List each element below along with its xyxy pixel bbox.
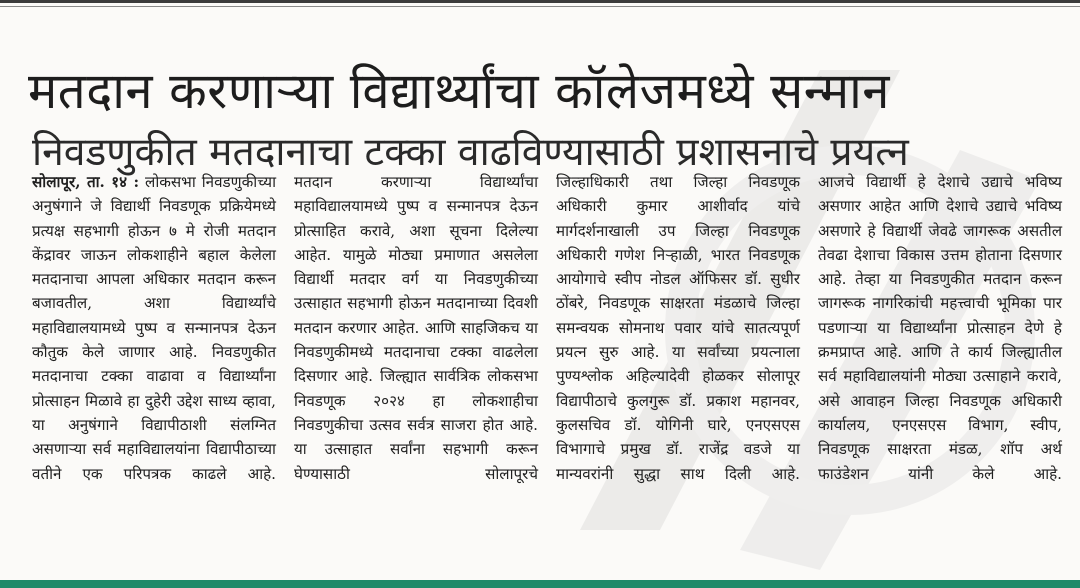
headline: मतदान करणाऱ्या विद्यार्थ्यांचा कॉलेजमध्ये सन्मान (28, 61, 890, 120)
article-column-2 (294, 170, 538, 570)
article-column-1 (32, 170, 276, 570)
column-4-text: आजचे विद्यार्थी हे देशाचे उद्याचे भविष्य असणार आहेत आणि देशाचे उद्याचे भविष्य असणारे हे विद्यार्थी जेवढे जागरूक असतील तेवढा देशाचा विकास उत्तम होताना दिसणार आहे. तेव्हा या निवडणुकीत मतदान करून जागरूक नागरिकांची महत्त्वाची भूमिका पार पडणाऱ्या या विद्यार्थ्यांना प्रोत्साहन देणे हे क्रमप्राप्त आहे. आणि ते कार्य जिल्ह्यातील सर्व महाविद्यालयांनी मोठ्या उत्साहाने करावे, असे आवाहन जिल्हा निवडणूक अधिकारी कार्यालय, एनएसएस विभाग, स्वीप, निवडणूक साक्षरता मंडळ, शॉप अर्थ फाउंडेशन यांनी केले आहे. (818, 173, 1062, 483)
column-1-text: लोकसभा निवडणुकीच्या अनुषंगाने जे विद्यार्थी निवडणूक प्रक्रियेमध्ये प्रत्यक्ष सहभागी होऊन ७ मे रोजी मतदान केंद्रावर जाऊन लोकशाहीने बहाल केलेला मतदानाचा आपला अधिकार मतदान करून बजावतील, अशा विद्यार्थ्यांचे महाविद्यालयामध्ये पुष्प व सन्मानपत्र देऊन कौतुक केले जाणार आहे. निवडणुकीत मतदानाचा टक्का वाढावा व विद्यार्थ्यांना प्रोत्साहन मिळावे हा दुहेरी उद्देश साध्य व्हावा, या अनुषंगाने विद्यापीठाशी संलग्नित असणाऱ्या सर्व महाविद्यालयांना विद्यापीठाच्या वतीने एक परिपत्रक काढले आहे. (32, 173, 277, 483)
column-text (32, 170, 276, 486)
column-2-text: मतदान करणाऱ्या विद्यार्थ्यांचा महाविद्यालयामध्ये पुष्प व सन्मानपत्र देऊन प्रोत्साहित करावे, अशा सूचना दिलेल्या आहेत. यामुळे मोठ्या प्रमाणात असलेला विद्यार्थी मतदार वर्ग या निवडणुकीच्या उत्साहात सहभागी होऊन मतदानाच्या दिवशी मतदान करणार आहेत. आणि साहजिकच या निवडणुकीमध्ये मतदानाचा टक्का वाढलेला दिसणार आहे. जिल्ह्यात सार्वत्रिक लोकसभा निवडणूक २०२४ हा लोकशाहीचा निवडणुकीचा उत्सव सर्वत्र साजरा होत आहे. या उत्साहात सर्वांना सहभागी करून घेण्यासाठी सोलापूरचे (294, 173, 538, 483)
article-body (32, 170, 1062, 570)
top-rule-thin (0, 6, 1080, 7)
top-rule (0, 0, 1080, 3)
bottom-color-bar (0, 580, 1080, 588)
dateline: सोलापूर, ता. १४ : (32, 173, 140, 191)
article-column-4 (818, 170, 1062, 570)
subheadline: निवडणुकीत मतदानाचा टक्का वाढविण्यासाठी प्रशासनाचे प्रयत्न (32, 130, 909, 176)
column-3-text: जिल्हाधिकारी तथा जिल्हा निवडणूक अधिकारी कुमार आशीर्वाद यांचे मार्गदर्शनाखाली उप जिल्हा निवडणूक अधिकारी गणेश निऱ्हाळी, भारत निवडणूक आयोगाचे स्वीप नोडल ऑफिसर डॉ. सुधीर ठोंबरे, निवडणूक साक्षरता मंडळाचे जिल्हा समन्वयक सोमनाथ पवार यांचे सातत्यपूर्ण प्रयत्न सुरु आहे. या सर्वांच्या प्रयत्नाला पुण्यश्लोक अहिल्यादेवी होळकर सोलापूर विद्यापीठाचे कुलगुरू डॉ. प्रकाश महानवर, कुलसचिव डॉ. योगिनी घारे, एनएसएस विभागाचे प्रमुख डॉ. राजेंद्र वडजे या मान्यवरांनी सुद्धा साथ दिली आहे. (556, 173, 800, 483)
article-column-3 (556, 170, 800, 570)
